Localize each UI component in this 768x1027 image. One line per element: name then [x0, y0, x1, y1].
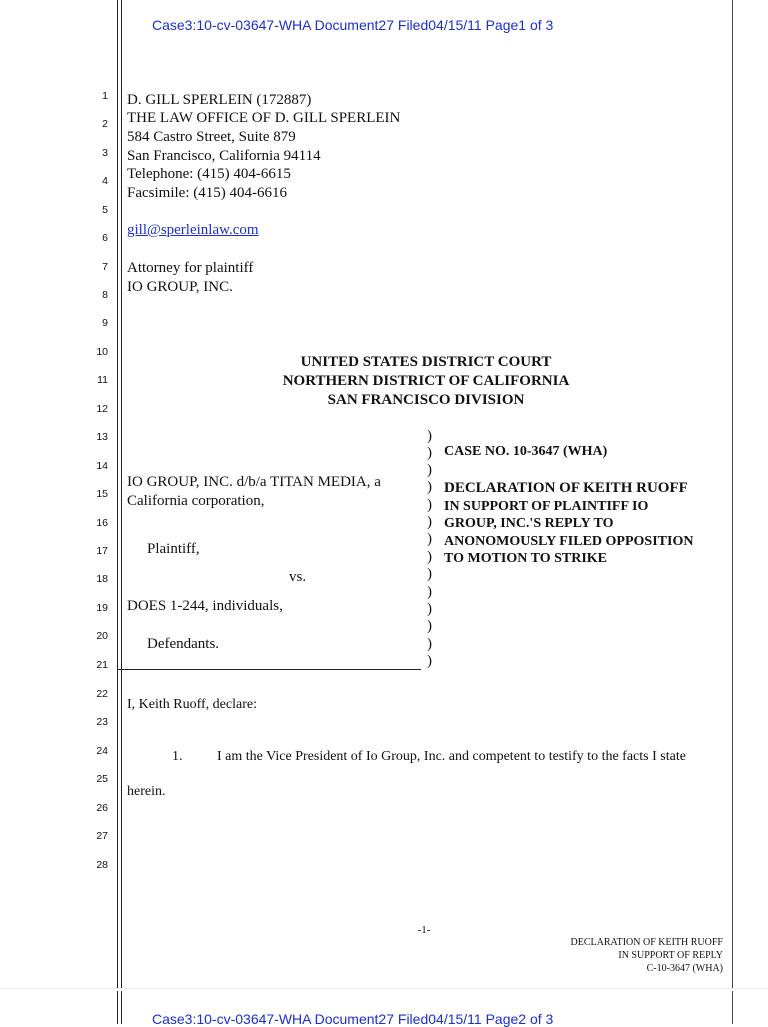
court-district: NORTHERN DISTRICT OF CALIFORNIA [282, 373, 570, 389]
caption-paren: ) [427, 653, 432, 669]
document-title-line-1: DECLARATION OF KEITH RUOFF [444, 480, 688, 496]
attorney-role: Attorney for plaintiff [127, 260, 254, 276]
line-number: 24 [96, 745, 108, 757]
caption-paren: ) [427, 601, 432, 617]
line-number: 26 [96, 802, 108, 814]
plaintiff-label: Plaintiff, [147, 541, 200, 557]
caption-paren: ) [427, 566, 432, 582]
line-number: 13 [96, 431, 108, 443]
line-number: 4 [102, 175, 108, 187]
plaintiff-description: California corporation, [127, 493, 265, 509]
caption-paren: ) [427, 618, 432, 634]
line-number: 16 [96, 517, 108, 529]
line-number: 19 [96, 602, 108, 614]
line-number: 7 [102, 261, 108, 273]
footer-title-line-1: DECLARATION OF KEITH RUOFF [570, 937, 723, 948]
line-number: 14 [96, 460, 108, 472]
line-number: 2 [102, 118, 108, 130]
court-division: SAN FRANCISCO DIVISION [327, 392, 525, 408]
footer-title-line-2: IN SUPPORT OF REPLY [618, 950, 723, 961]
paragraph-1-number: 1. [172, 749, 183, 764]
document-title-line-5: TO MOTION TO STRIKE [444, 551, 607, 566]
caption-paren: ) [427, 428, 432, 444]
attorney-telephone: Telephone: (415) 404-6615 [127, 166, 291, 182]
caption-paren: ) [427, 549, 432, 565]
line-number: 20 [96, 630, 108, 642]
caption-paren: ) [427, 445, 432, 461]
caption-underline [117, 669, 421, 670]
plaintiff-name: IO GROUP, INC. d/b/a TITAN MEDIA, a [127, 474, 381, 490]
case-number: CASE NO. 10-3647 (WHA) [444, 444, 608, 459]
line-number: 15 [96, 488, 108, 500]
line-number: 21 [96, 659, 108, 671]
caption-paren: ) [427, 584, 432, 600]
next-page-header: Case3:10-cv-03647-WHA Document27 Filed04/15/11 Page2 of 3 [152, 1011, 554, 1027]
document-title-line-3: GROUP, INC.'S REPLY TO [444, 516, 614, 531]
line-number: 17 [96, 545, 108, 557]
caption-paren: ) [427, 636, 432, 652]
caption-paren: ) [427, 531, 432, 547]
paragraph-1-continuation: herein. [127, 784, 166, 799]
attorney-facsimile: Facsimile: (415) 404-6616 [127, 185, 287, 201]
document-title-line-2: IN SUPPORT OF PLAINTIFF IO [444, 499, 649, 514]
caption-paren: ) [427, 514, 432, 530]
document-title-line-4: ANONOMOUSLY FILED OPPOSITION [444, 534, 694, 549]
attorney-street: 584 Castro Street, Suite 879 [127, 129, 296, 145]
attorney-client: IO GROUP, INC. [127, 279, 233, 295]
right-margin-rule [732, 0, 733, 1024]
page-number: -1- [417, 924, 431, 936]
defendants-name: DOES 1-244, individuals, [127, 598, 283, 614]
line-number: 1 [102, 90, 108, 102]
line-number: 12 [96, 403, 108, 415]
line-number: 25 [96, 773, 108, 785]
caption-paren: ) [427, 497, 432, 513]
caption-paren: ) [427, 479, 432, 495]
paragraph-1-text: I am the Vice President of Io Group, Inc. and competent to testify to the facts I state [217, 749, 686, 764]
line-number: 27 [96, 830, 108, 842]
attorney-email-link[interactable]: gill@sperleinlaw.com [127, 222, 259, 238]
line-number: 11 [97, 374, 108, 386]
court-name: UNITED STATES DISTRICT COURT [300, 354, 552, 370]
footer-case-number: C-10-3647 (WHA) [646, 963, 723, 974]
attorney-name: D. GILL SPERLEIN (172887) [127, 92, 312, 108]
line-number: 23 [96, 716, 108, 728]
line-number: 10 [96, 346, 108, 358]
line-number: 6 [102, 232, 108, 244]
attorney-firm: THE LAW OFFICE OF D. GILL SPERLEIN [127, 110, 401, 126]
line-number: 28 [96, 859, 108, 871]
defendants-label: Defendants. [147, 636, 220, 652]
case-header: Case3:10-cv-03647-WHA Document27 Filed04/15/11 Page1 of 3 [152, 17, 554, 33]
line-number: 18 [96, 573, 108, 585]
caption-paren: ) [427, 462, 432, 478]
page-separator [0, 988, 768, 991]
margin-rule-right [121, 0, 122, 1024]
line-number: 22 [96, 688, 108, 700]
declaration-intro: I, Keith Ruoff, declare: [127, 697, 257, 712]
line-number: 5 [102, 204, 108, 216]
line-number: 8 [102, 289, 108, 301]
attorney-city: San Francisco, California 94114 [127, 148, 321, 164]
margin-rule-left [117, 0, 118, 1024]
line-number: 3 [102, 147, 108, 159]
versus-label: vs. [289, 569, 307, 585]
line-number: 9 [102, 317, 108, 329]
